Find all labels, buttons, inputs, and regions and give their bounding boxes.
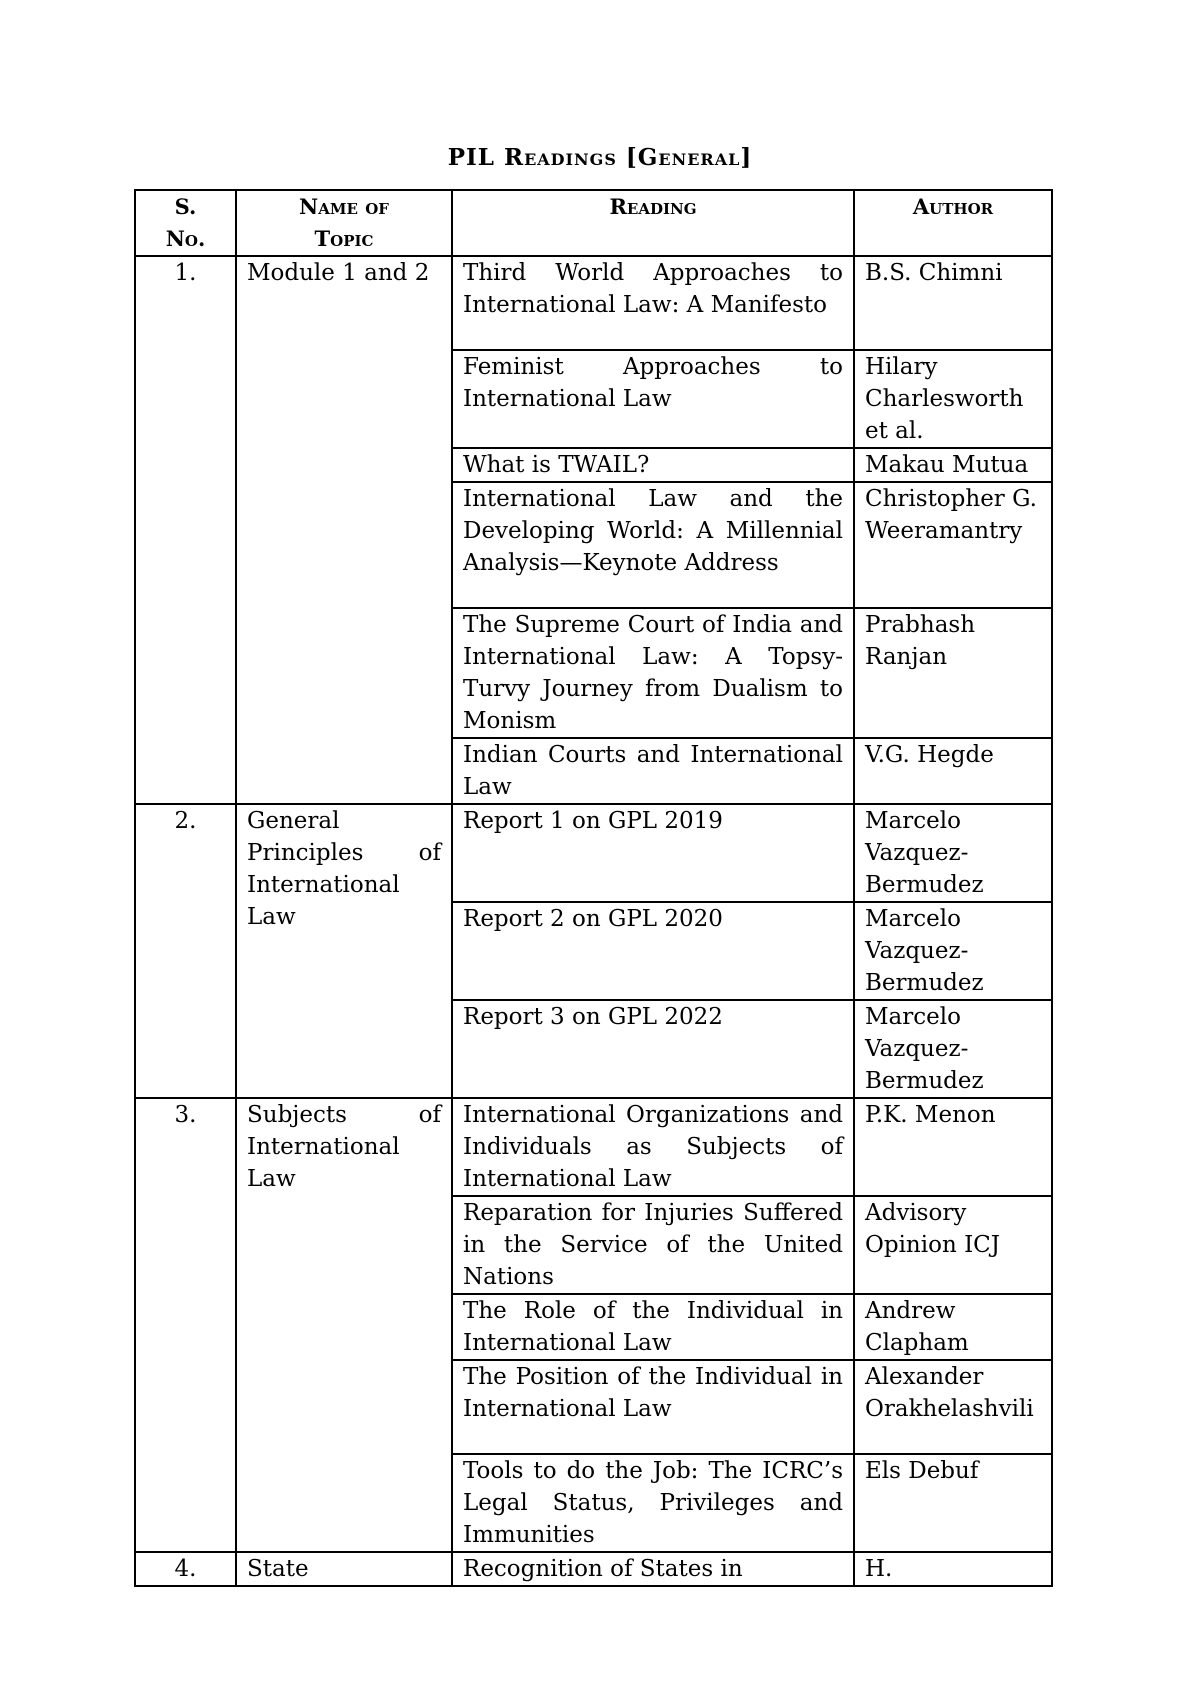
topic-cell: State [236,1552,452,1586]
readings-table [134,189,1053,1587]
reading-cell: Report 2 on GPL 2020 [452,902,854,1000]
author-cell: Marcelo Vazquez-Bermudez [854,1000,1052,1098]
author-cell: Hilary Charlesworth et al. [854,350,1052,448]
reading-cell: Report 3 on GPL 2022 [452,1000,854,1098]
author-cell: Andrew Clapham [854,1294,1052,1360]
sno-cell: 1. [135,256,236,804]
reading-cell: Third World Approaches to International Law: A Manifesto [452,256,854,350]
author-cell: Christopher G. Weeramantry [854,482,1052,608]
table-row [135,1098,1052,1196]
reading-cell: Recognition of States in [452,1552,854,1586]
reading-cell: International Organizations and Individuals as Subjects of International Law [452,1098,854,1196]
sno-cell: 3. [135,1098,236,1552]
reading-cell: Reparation for Injuries Suffered in the Service of the United Nations [452,1196,854,1294]
reading-cell: Tools to do the Job: The ICRC’s Legal Status, Privileges and Immunities [452,1454,854,1552]
author-cell: Prabhash Ranjan [854,608,1052,738]
author-cell: H. [854,1552,1052,1586]
author-cell: V.G. Hegde [854,738,1052,804]
author-cell: Makau Mutua [854,448,1052,482]
page-title: PIL Readings [General] [447,144,753,171]
sno-cell: 4. [135,1552,236,1586]
author-text: Alexander Orakhelashvili [865,1364,1034,1422]
table-row [135,804,1052,902]
reading-cell: The Position of the Individual in International Law [452,1360,854,1454]
author-cell [854,1360,1052,1454]
author-cell: B.S. Chimni [854,256,1052,350]
author-cell: Advisory Opinion ICJ [854,1196,1052,1294]
table-header-row [135,190,1052,256]
header-reading: Reading [452,190,854,256]
table-row [135,1552,1052,1586]
topic-cell: Module 1 and 2 [236,256,452,804]
header-sno: S. No. [135,190,236,256]
table-row [135,256,1052,350]
reading-cell: International Law and the Developing World: A Millennial Analysis—Keynote Address [452,482,854,608]
header-topic: Name of Topic [236,190,452,256]
reading-cell: Report 1 on GPL 2019 [452,804,854,902]
sno-cell: 2. [135,804,236,1098]
table-body [135,256,1052,1586]
author-cell: Els Debuf [854,1454,1052,1552]
topic-cell: Subjects of International Law [236,1098,452,1552]
author-cell: Marcelo Vazquez-Bermudez [854,804,1052,902]
reading-cell: The Supreme Court of India and International Law: A Topsy-Turvy Journey from Dualism to Monism [452,608,854,738]
topic-cell: General Principles of International Law [236,804,452,1098]
reading-cell: What is TWAIL? [452,448,854,482]
reading-cell: Indian Courts and International Law [452,738,854,804]
reading-cell: The Role of the Individual in International Law [452,1294,854,1360]
author-cell: P.K. Menon [854,1098,1052,1196]
author-cell: Marcelo Vazquez-Bermudez [854,902,1052,1000]
reading-cell: Feminist Approaches to International Law [452,350,854,448]
header-author: Author [854,190,1052,256]
